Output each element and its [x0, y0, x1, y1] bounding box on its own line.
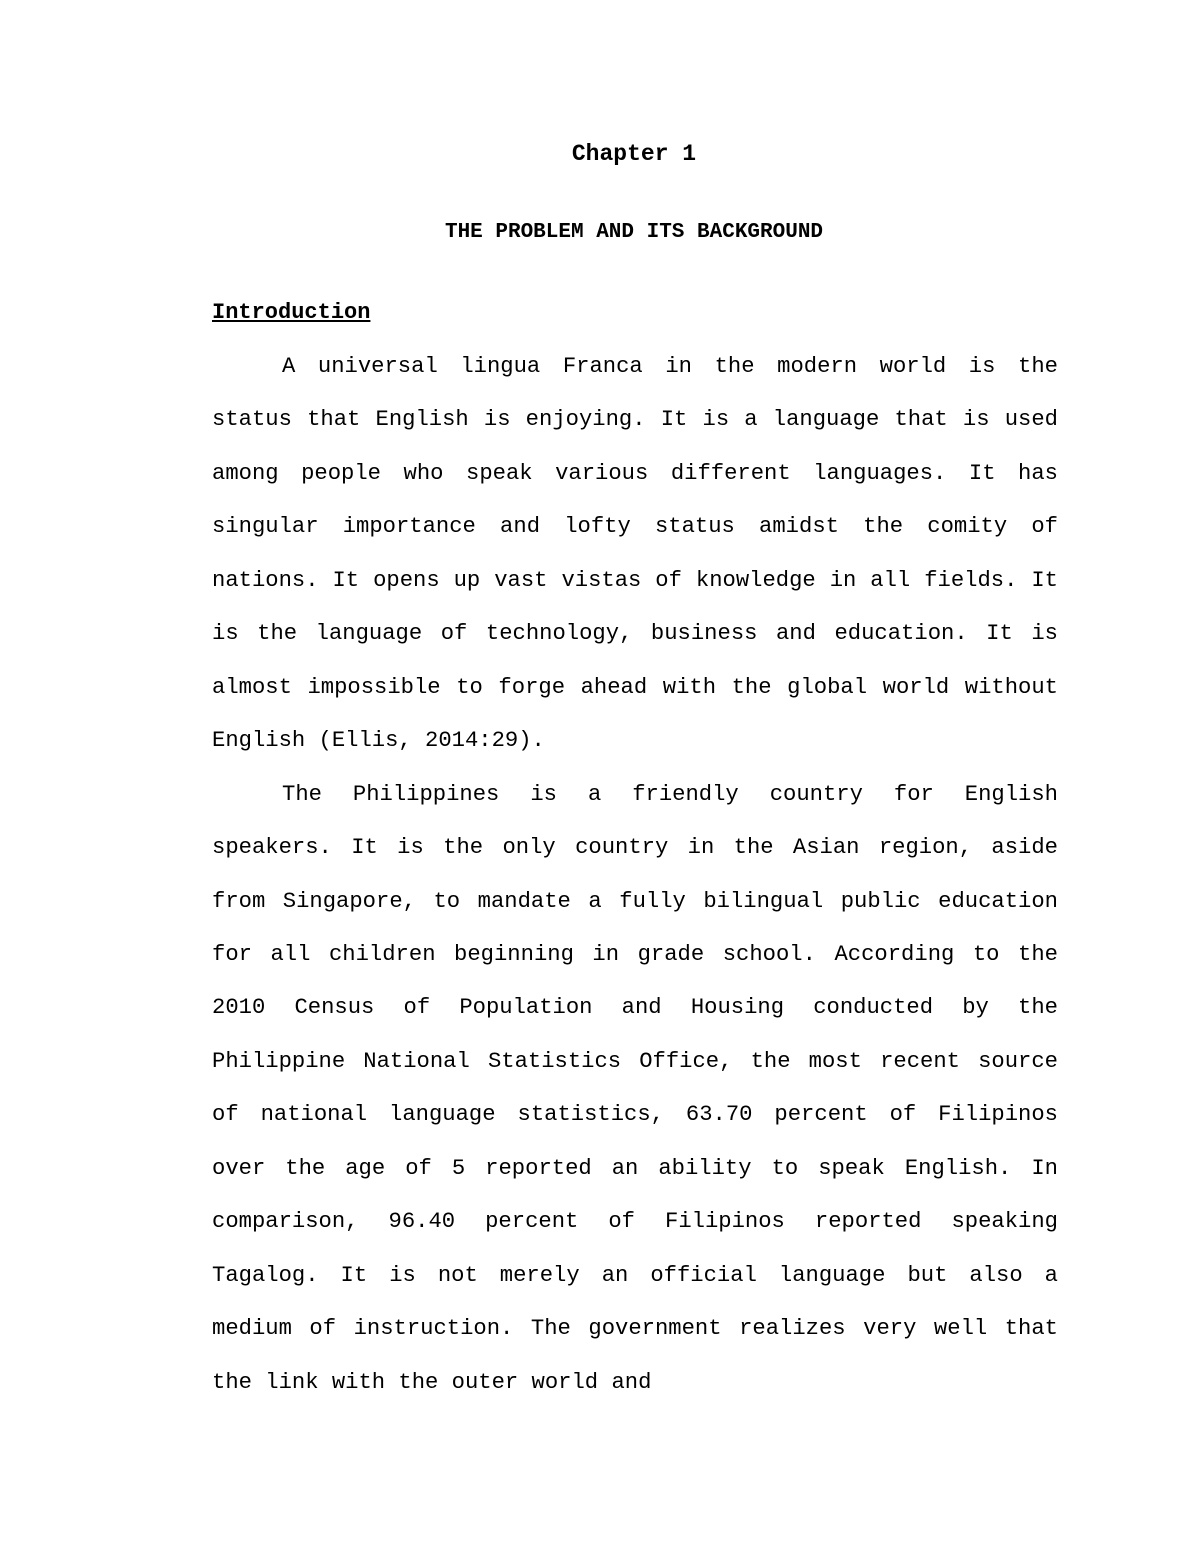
chapter-number: Chapter 1 — [571, 141, 697, 167]
paragraph-2: The Philippines is a friendly country for English speakers. It is the only country in the Asian region, aside from Singapore, to mandate a fully bilingual public education for all children beginning in grade school. According to the 2010 Census of Population and Housing conducted by the Philippine National Statistics Office, the most recent source of national language statistics, 63.70 percent of Filipinos over the age of 5 reported an ability to speak English. In comparison, 96.40 percent of Filipinos reported speaking Tagalog. It is not merely an official language but also a medium of instruction. The government realizes very well that the link with the outer world and — [212, 781, 1058, 1395]
body-text — [212, 340, 1058, 1409]
chapter-title: THE PROBLEM AND ITS BACKGROUND — [444, 221, 824, 244]
paragraph-1: A universal lingua Franca in the modern world is the status that English is enjoying. It is a language that is used among people who speak various different languages. It has singular importance and lofty status amidst the comity of nations. It opens up vast vistas of knowledge in all fields. It is the language of technology, business and education. It is almost impossible to forge ahead with the global world without English (Ellis, 2014:29). — [212, 354, 1058, 754]
section-heading-introduction: Introduction — [212, 300, 371, 325]
